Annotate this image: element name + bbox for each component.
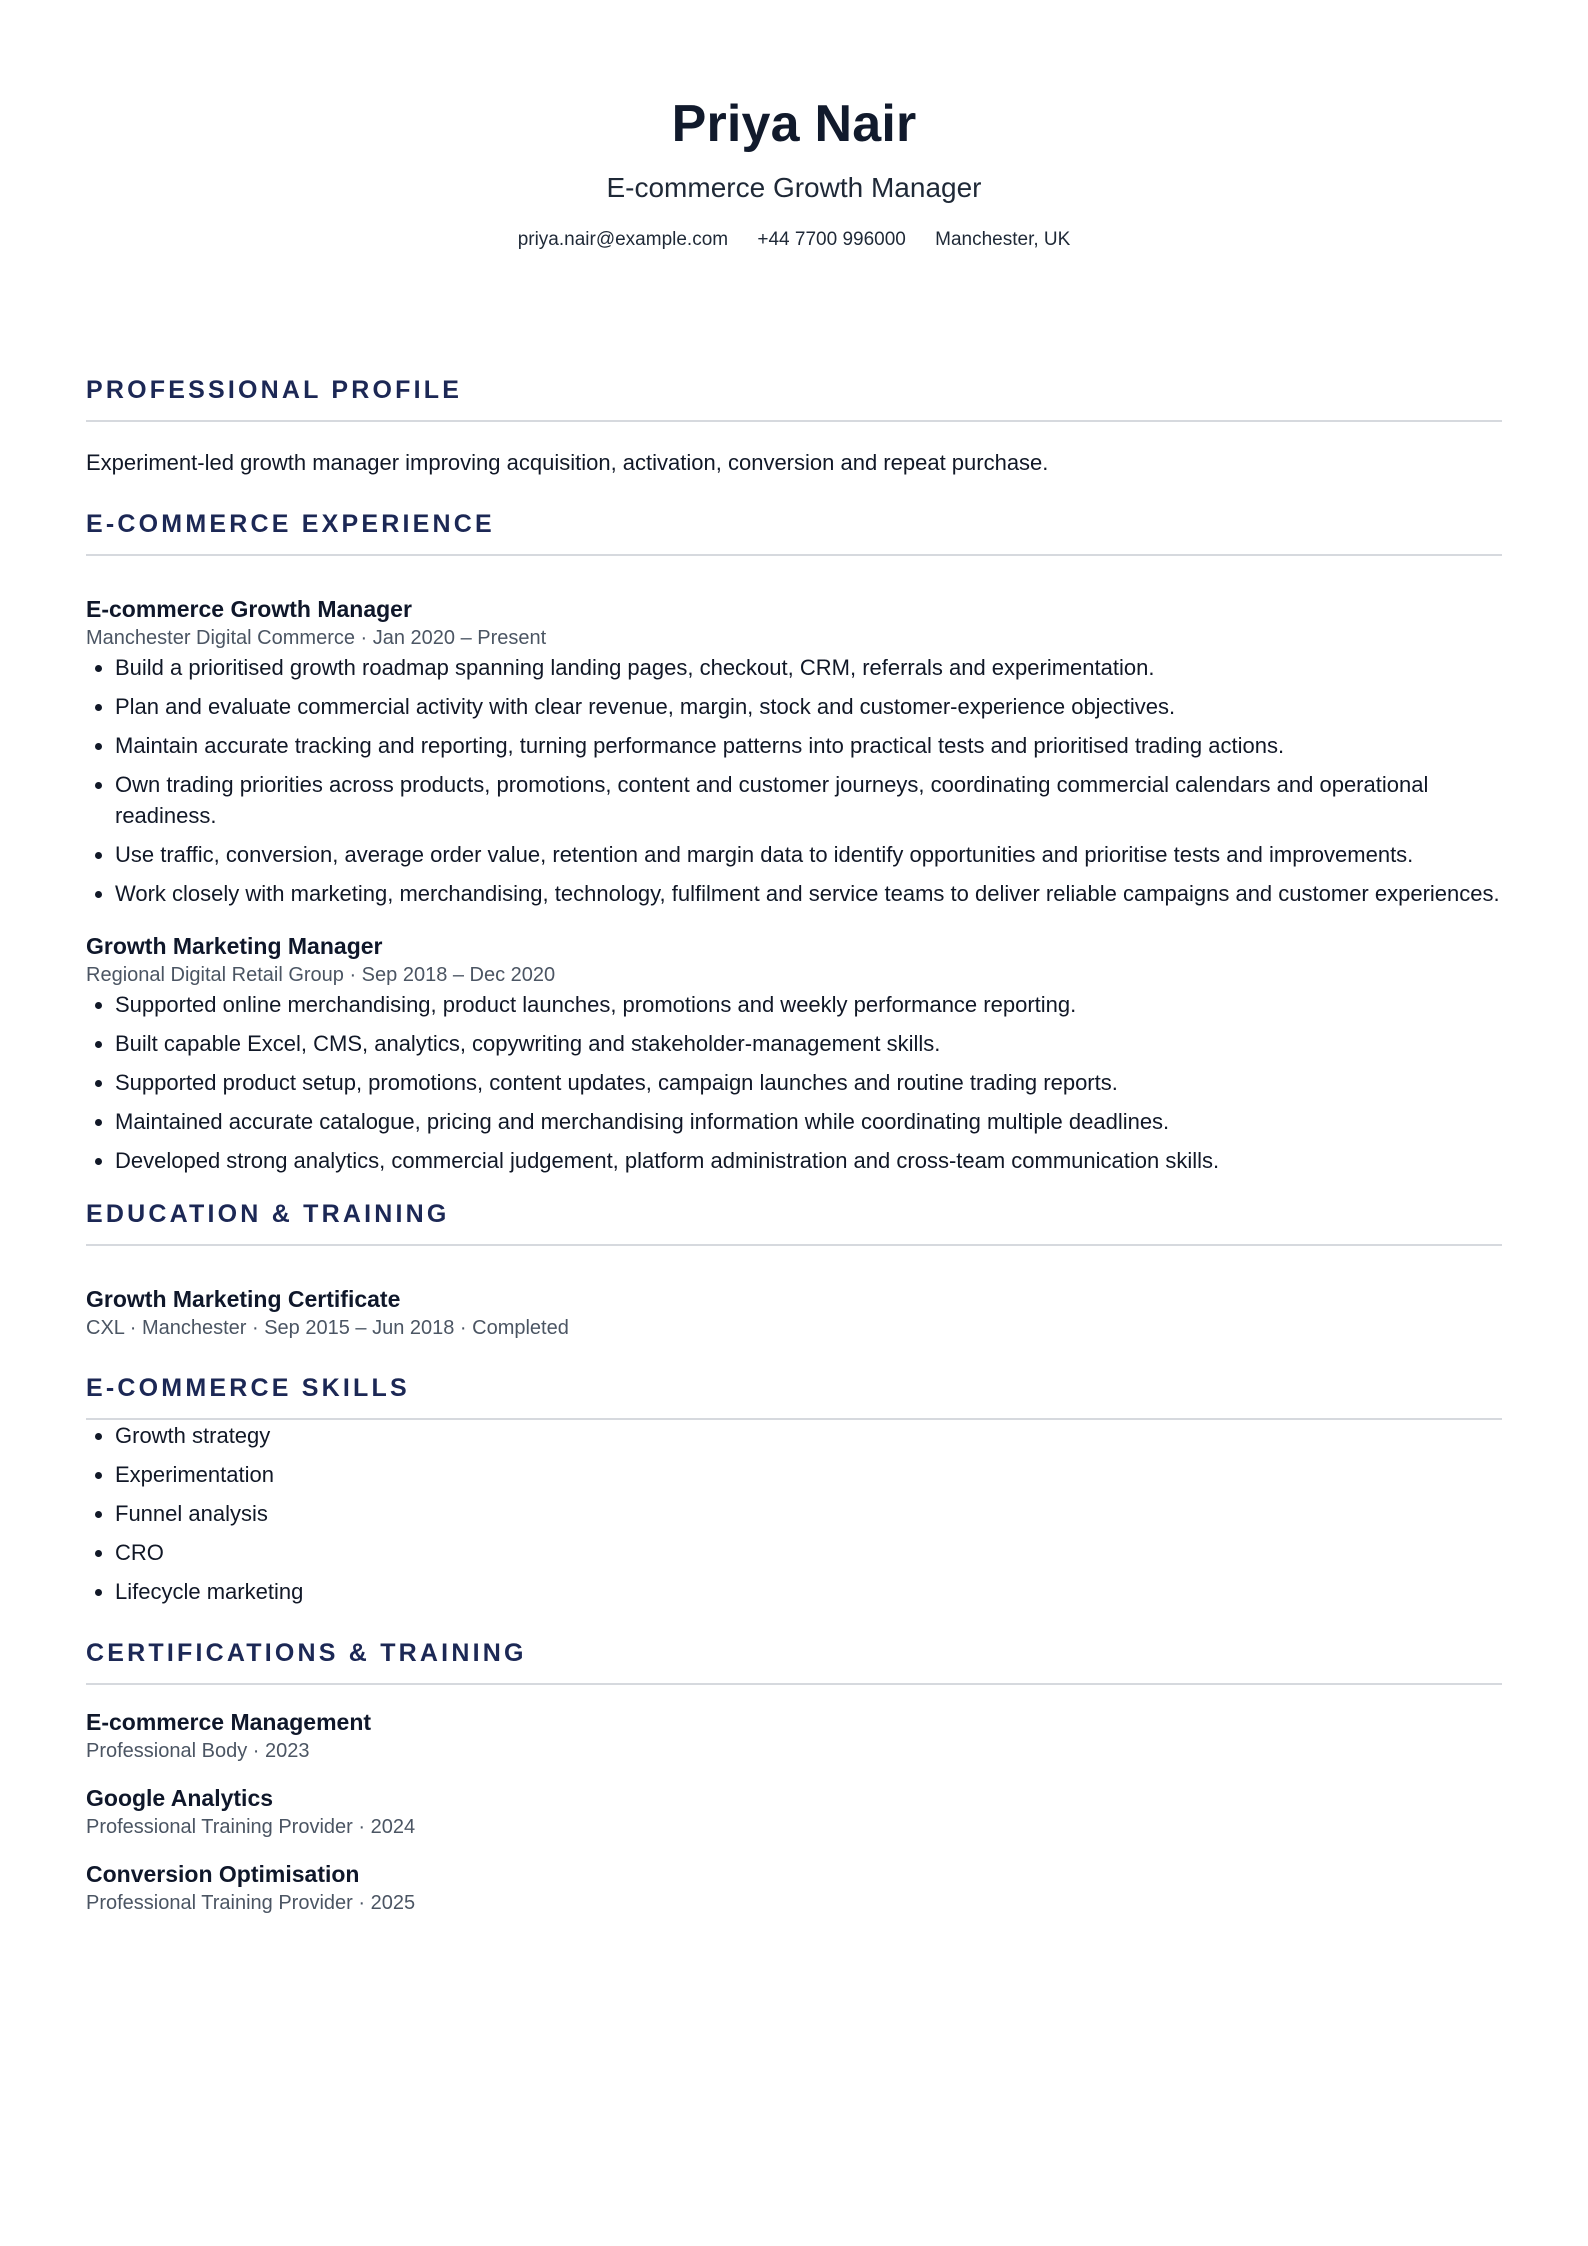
bullet-item: • Work closely with marketing, merchandising, technology, fulfilment and service teams to deliver reliable campaigns and customer experiences. [115, 878, 1502, 909]
resume-header [86, 0, 1502, 252]
skills-section [86, 1372, 1502, 1607]
contact-email: priya.nair@example.com [517, 229, 729, 250]
bullet-item: • Supported online merchandising, product launches, promotions and weekly performance reporting. [115, 989, 1502, 1020]
profile-section [86, 374, 1502, 478]
section-title-experience: E-COMMERCE EXPERIENCE [86, 508, 1502, 556]
bullet-item: • Plan and evaluate commercial activity with clear revenue, margin, stock and customer-experience objectives. [115, 691, 1502, 722]
role-meta: Manchester Digital Commerce · Jan 2020 – Present [86, 627, 547, 649]
certification-meta: Professional Training Provider · 2024 [86, 1816, 416, 1838]
skill-item: • Experimentation [115, 1459, 1502, 1490]
bullet-item: • Built capable Excel, CMS, analytics, copywriting and stakeholder-management skills. [115, 1028, 1502, 1059]
role-bullets [86, 652, 1502, 909]
education-entry [86, 1284, 1502, 1342]
contact-line [86, 228, 1502, 252]
bullet-item: • Own trading priorities across products, promotions, content and customer journeys, coordinating commercial calendars and operational readiness. [115, 769, 1502, 831]
certifications-section [86, 1637, 1502, 1917]
bullet-item: • Developed strong analytics, commercial judgement, platform administration and cross-team communication skills. [115, 1145, 1502, 1176]
role-bullets [86, 989, 1502, 1176]
candidate-name: Priya Nair [671, 95, 917, 153]
certification-entry [86, 1783, 1502, 1841]
section-title-skills: E-COMMERCE SKILLS [86, 1372, 1502, 1420]
skill-item: • Growth strategy [115, 1420, 1502, 1451]
skill-item: • Lifecycle marketing [115, 1576, 1502, 1607]
certification-meta: Professional Body · 2023 [86, 1740, 310, 1762]
bullet-item: • Maintain accurate tracking and reporting, turning performance patterns into practical tests and prioritised trading actions. [115, 730, 1502, 761]
section-title-education: EDUCATION & TRAINING [86, 1198, 1502, 1246]
education-title: Growth Marketing Certificate [86, 1286, 401, 1312]
certification-meta: Professional Training Provider · 2025 [86, 1892, 416, 1914]
certification-title: Conversion Optimisation [86, 1861, 360, 1887]
section-title-certifications: CERTIFICATIONS & TRAINING [86, 1637, 1502, 1685]
certification-entry [86, 1707, 1502, 1765]
section-title-profile: PROFESSIONAL PROFILE [86, 374, 1502, 422]
certification-title: E-commerce Management [86, 1709, 372, 1735]
education-section [86, 1198, 1502, 1342]
bullet-item: • Supported product setup, promotions, content updates, campaign launches and routine trading reports. [115, 1067, 1502, 1098]
skill-item: • Funnel analysis [115, 1498, 1502, 1529]
bullet-item: • Maintained accurate catalogue, pricing and merchandising information while coordinating multiple deadlines. [115, 1106, 1502, 1137]
bullet-item: • Use traffic, conversion, average order value, retention and margin data to identify opportunities and prioritise tests and improvements. [115, 839, 1502, 870]
experience-entry [86, 931, 1502, 1176]
role-meta: Regional Digital Retail Group · Sep 2018 – Dec 2020 [86, 964, 556, 986]
candidate-headline: E-commerce Growth Manager [606, 172, 982, 203]
role-title: Growth Marketing Manager [86, 933, 383, 959]
role-title: E-commerce Growth Manager [86, 596, 412, 622]
skill-item: • CRO [115, 1537, 1502, 1568]
contact-phone: +44 7700 996000 [757, 229, 906, 250]
bullet-item: • Build a prioritised growth roadmap spanning landing pages, checkout, CRM, referrals and experimentation. [115, 652, 1502, 683]
skills-list [86, 1420, 1502, 1607]
profile-summary: Experiment-led growth manager improving acquisition, activation, conversion and repeat purchase. [86, 450, 1049, 475]
contact-location: Manchester, UK [935, 229, 1071, 250]
education-meta: CXL · Manchester · Sep 2015 – Jun 2018 · Completed [86, 1317, 569, 1339]
certification-entry [86, 1859, 1502, 1917]
experience-section [86, 508, 1502, 1176]
certification-title: Google Analytics [86, 1785, 274, 1811]
experience-entry [86, 594, 1502, 909]
certification-list [86, 1707, 1502, 1917]
